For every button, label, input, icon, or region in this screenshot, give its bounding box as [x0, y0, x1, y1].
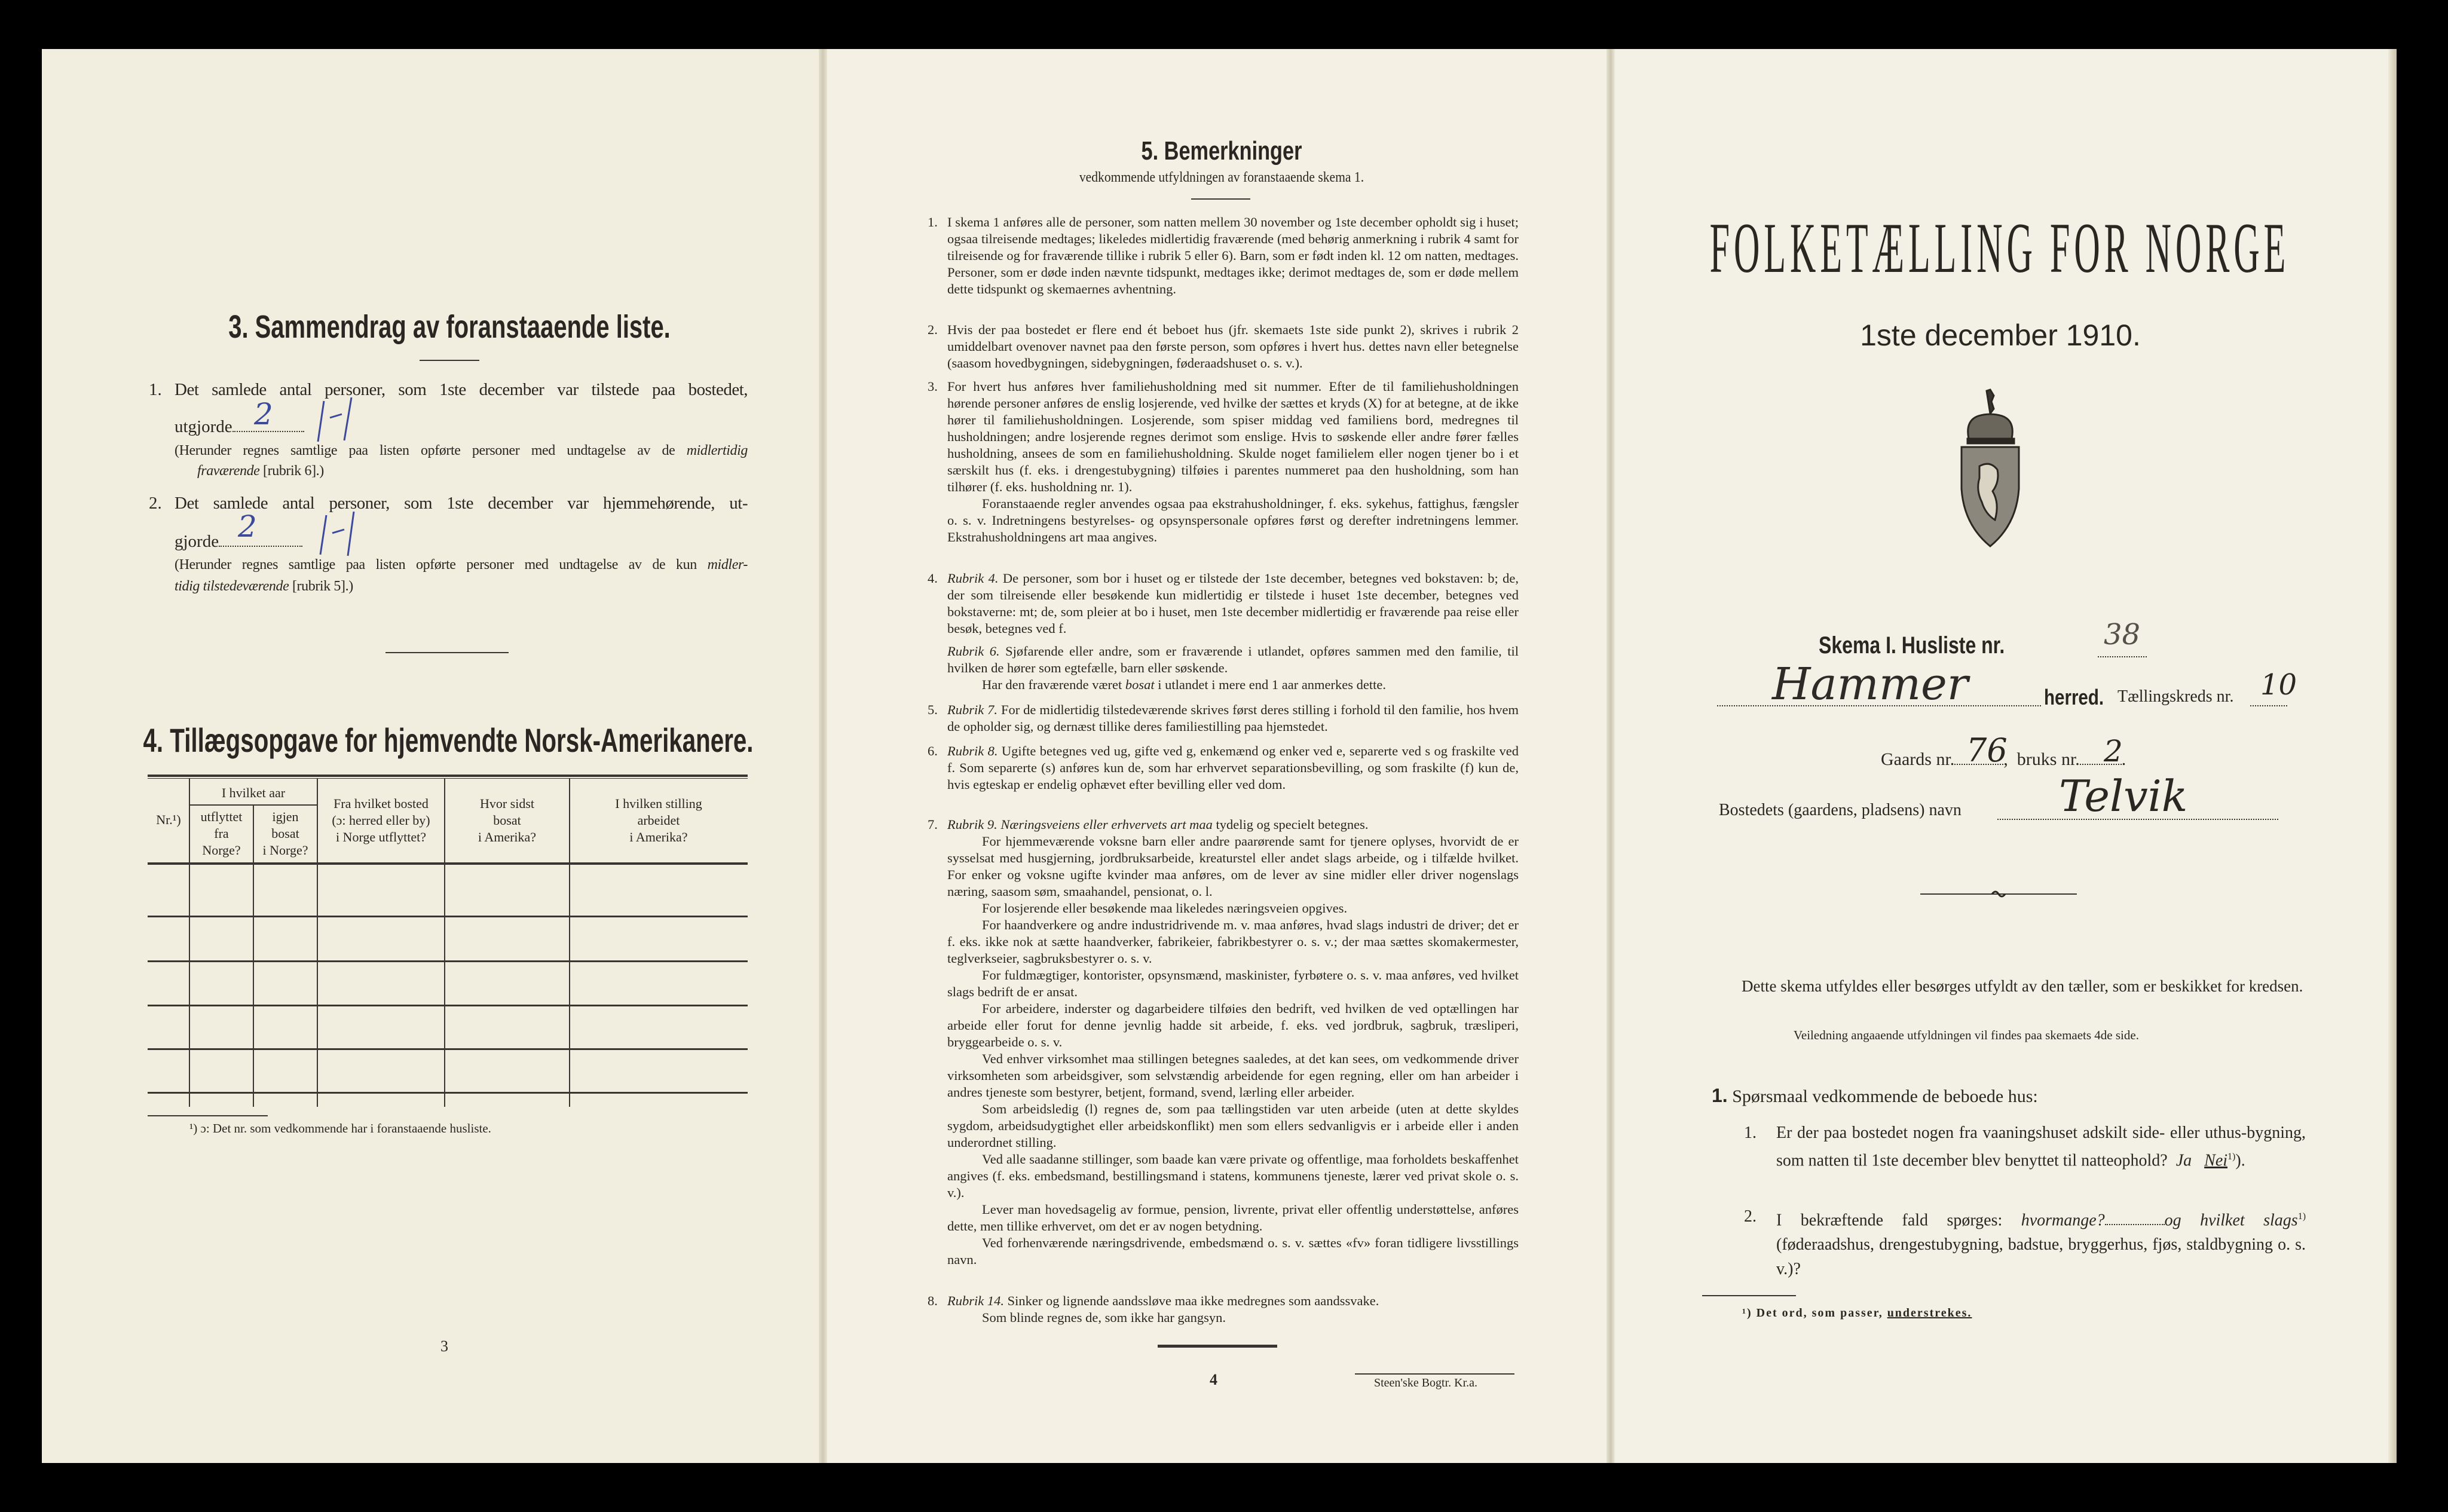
remark-3: 3. For hvert hus anføres hver familiehusholdning med sit nummer. Efter de til familiehusholdningen hørende personer anføres de enslig losjerende, ved hvilke der sættes et kryds (X) for at betegne, at de ikke hører til familiehusholdningen. Losjerende, som spiser middag ved familiens bord, medregnes til husholdningen; andre losjerende regnes derimot som enslige. Hvis to søskende eller andre fører fælles husholdning, ansees de som en familiehusholdning. Skulde noget familielem eller nogen tjener bo i et særskilt hus (f. eks. i drengestubygning) tilføies i parentes nummeret paa den husholdning, som han tilhører (f. eks. husholdning nr. 1). Foranstaaende regler anvendes ogsaa paa ekstrahusholdninger, f. eks. sykehus, fattighus, fængsler o. s. v. Indretningens bestyrelses- og opsynspersonale opføres først og derefter indretningens lemmer. Ekstrahusholdningens art maa angives. — [928, 379, 1519, 544]
summary-item-1: 1. Det samlede antal personer, som 1ste december var tilstede paa bostedet, — [149, 380, 748, 399]
summary-item-2: 2. Det samlede antal personer, som 1ste december var hjemmehørende, ut- — [149, 494, 748, 513]
section4-title: 4. Tillægsopgave for hjemvendte Norsk-Amerikanere. — [143, 721, 754, 759]
footnote-divider — [148, 1115, 268, 1116]
bosted-value: Telvik — [2059, 771, 2188, 821]
divider — [385, 652, 509, 653]
table-row — [148, 1048, 748, 1050]
kreds-label: Tællingskreds nr. — [2117, 687, 2234, 706]
census-title: FOLKETÆLLING FOR NORGE — [1709, 208, 2290, 287]
remark-8: 8. Rubrik 14. Sinker og lignende aandssløve maa ikke medregnes som aandssvake. Som blinde regnes de, som ikke har gangsyn. — [928, 1293, 1379, 1325]
question-heading: 1. Spørsmaal vedkommende de beboede hus: — [1712, 1085, 2038, 1106]
col-header-stilling: I hvilken stilling arbeidet i Amerika? — [615, 796, 702, 844]
guidance-note: Veiledning angaaende utfyldningen vil findes paa skemaets 4de side. — [1794, 1028, 2139, 1042]
bruks-value: 2 — [2104, 734, 2123, 769]
kreds-value: 10 — [2260, 668, 2297, 702]
table-row — [148, 960, 748, 962]
page-fold-left — [819, 49, 827, 1463]
divider — [1158, 1345, 1277, 1348]
remark-6: 6. Rubrik 8. Ugifte betegnes ved ug, gifte ved g, enkemænd og enker ved e, separerte ved s og fraskilte ved f. Som separerte (s) anføres kun de, som har erhvervet separationsbevilling, og som fraskilte (f) kun de, hvis egteskap er endelig ophævet efter bevilling eller ved dom. — [928, 743, 1519, 792]
present-count-value: 2 — [254, 397, 273, 431]
remark-5: 5. Rubrik 7. For de midlertidig tilstedeværende skrives først deres stilling i forhold til den familie, hos hvem de opholder sig, og dernæst tillike deres familiestilling paa hjemstedet. — [928, 702, 1519, 734]
tally-mark — [318, 512, 378, 559]
gaards-value: 76 — [1966, 731, 2008, 769]
ornament-divider-icon — [1920, 889, 2077, 901]
table-row — [148, 916, 748, 917]
husliste-line: Skema I. Husliste nr. — [1819, 632, 2005, 659]
table-footnote: ¹) ɔ: Det nr. som vedkommende har i foranstaaende husliste. — [189, 1121, 491, 1135]
census-date: 1ste december 1910. — [1860, 319, 2141, 352]
col-header-sidst-bosat: Hvor sidst bosat i Amerika? — [478, 796, 537, 844]
intro-text: Dette skema utfyldes eller besørges utfyldt av den tæller, som er beskikket for kredsen. — [1742, 977, 2303, 995]
resident-count-value: 2 — [238, 509, 257, 544]
printer-imprint: Steen'ske Bogtr. Kr.a. — [1374, 1376, 1478, 1389]
resident-count-field: gjorde — [175, 531, 302, 552]
summary-note-1: (Herunder regnes samtlige paa listen opførte personer med undtagelse av de midlertidig fraværende [rubrik 6].) — [175, 443, 748, 479]
section5-title: 5. Bemerkninger — [1141, 136, 1302, 166]
page-edge-right — [2388, 49, 2397, 1463]
herred-value: Hammer — [1772, 659, 1969, 710]
answer-nei-underlined: Nei — [2204, 1151, 2228, 1170]
present-count-field: utgjorde — [175, 417, 304, 437]
divider — [1355, 1373, 1514, 1375]
remark-2: 2. Hvis der paa bostedet er flere end ét beboet hus (jfr. skemaets 1ste side punkt 2), skrives i rubrik 2 umiddelbart ovenover navnet paa den første person, som opføres i hvert hus. dettes navn eller betegnelse (saasom hovedbygningen, sidebygningen, føderaadshuset o. s. v.). — [928, 322, 1519, 371]
col-header-utflyttet: utflyttet fra Norge? — [200, 809, 243, 858]
divider — [1191, 198, 1250, 200]
page-number: 3 — [440, 1337, 448, 1355]
remark-4: 4. Rubrik 4. De personer, som bor i huset og er tilstede der 1ste december, betegnes ved bokstaven: b; de, der som tilreisende eller besøkende kun midlertidig er tilstede i huset 1ste december, betegnes ved bokstaverne: mt; de, som pleier at bo i huset, men 1ste december midlertidig er fraværende paa reise eller besøk, betegnes ved f. Rubrik 6. Sjøfarende eller andre, som er fraværende i utlandet, opføres sammen med den familie, til hvilken de hører som egtefælle, barn eller søskende. Har den fraværende været bosat i utlandet i mere end 1 aar anmerkes dette. — [928, 571, 1519, 692]
section5-subtitle: vedkommende utfyldningen av foranstaaende skema 1. — [1079, 170, 1364, 185]
footnote: ¹) Det ord, som passer, understrekes. — [1742, 1306, 1972, 1320]
col-header-bosted: Fra hvilket bosted (ɔ: herred eller by) i Norge utflyttet? — [332, 796, 430, 844]
gaards-line: Gaards nr. , bruks nr. . — [1881, 749, 2126, 769]
hvormange-field — [2105, 1213, 2165, 1225]
col-group-header-year: I hvilket aar — [221, 785, 286, 800]
divider — [420, 360, 479, 361]
tally-mark — [316, 397, 375, 445]
summary-note-2: (Herunder regnes samtlige paa listen opførte personer med undtagelse av de kun midler- tidig tilstedeværende [rubrik 5].) — [175, 557, 748, 594]
bosted-label: Bostedets (gaardens, pladsens) navn — [1719, 801, 1962, 819]
footnote-divider — [1702, 1295, 1796, 1296]
table-row — [148, 1092, 748, 1094]
remark-1: 1. I skema 1 anføres alle de personer, som natten mellem 30 november og 1ste december opholdt sig i huset; ogsaa tilreisende medtages; likeledes midlertidig fraværende (med behørig anmerkning i rubrik 4 samt for tilreisende og for fraværende tillike i rubrik 5 eller 6). Barn, som er født inden kl. 12 om natten, medtages. Personer, som er døde inden nævnte tidspunkt, medtages ikke; derimot medtages de, som er døde mellem dette tidspunkt og skemaernes avhentning. — [928, 215, 1519, 296]
answer-ja: Ja — [2175, 1151, 2192, 1170]
col-header-igjen-bosat: igjen bosat i Norge? — [262, 809, 308, 858]
table-row — [148, 1005, 748, 1006]
remark-7: 7. Rubrik 9. Næringsveiens eller erhvervets art maa tydelig og specielt betegnes. For hjemmeværende voksne barn eller andre paarørende samt for tjenere oplyses, hvorvidt de er sysselsat med husgjerning, jordbruksarbeide, kreaturstel eller andet slags arbeide, og i tilfælde hvilket. For enker og voksne ugifte kvinder maa anføres, om de lever av sine midler eller driver nogenslags næring, saasom søm, smaahandel, pensionat, o. l. For losjerende eller besøkende maa likeledes næringsveien opgives. For haandverkere og andre industridrivende m. v. maa anføres, hvad slags industri de driver; det er f. eks. ikke nok at sætte haandverker, fabrikeier, fabrikbestyrer o. s. v.; der maa sættes skomakermester, teglverkseier, sagbruksbestyrer o. s. v. For fuldmægtiger, kontorister, opsynsmænd, maskinister, fyrbøtere o. s. v. maa anføres, ved hvilket slags bedrift de er ansat. For arbeidere, inderster og dagarbeidere tilføies den bedrift, ved hvilken de ved optællingen har arbeide eller forut for denne jevnlig hadde sit arbeide, f. eks. ved jordbruk, sagbruk, træsliperi, bryggearbeide o. s. v. Ved enhver virksomhet maa stillingen betegnes saaledes, at det kan sees, om vedkommende driver virksomheten som arbeidsgiver, som selvstændig arbeidende for egen regning, eller om han arbeider i andres tjeneste som bestyrer, betjent, formand, svend, lærling eller arbeider. Som arbeidsledig (l) regnes de, som paa tællingstiden var uten arbeide (uten at dette skyldes sygdom, arbeidsudygtighet eller arbeidskonflikt) men som ellers sedvanligvis er i arbeide eller i anden underordnet stilling. Ved alle saadanne stillinger, som baade kan være private og offentlige, maa forholdets beskaffenhet angives (f. eks. embedsmand, bestillingsmand i statens, kommunens tjeneste, lærer ved privat skole o. s. v.). Lever man hovedsagelig av formue, pension, livrente, privat eller offentlig understøttelse, anføres dette, men tillike erhvervet, om det er av nogen betydning. Ved forhenværende næringsdrivende, embedsmænd o. s. v. sættes «fv» foran tidligere livsstillings navn. — [928, 817, 1519, 1267]
section3-title: 3. Sammendrag av foranstaaende liste. — [228, 309, 671, 345]
husliste-value: 38 — [2104, 618, 2141, 651]
question-2: 2. I bekræftende fald spørges: hvormange? og hvilket slags$^{1)}$ (føderaadshus, drengestubygning, badstue, bryggerhus, fjøs, staldbygning o. s. v.)? — [1744, 1207, 2306, 1279]
page-fold-right — [1606, 49, 1615, 1463]
col-header-nr: Nr.¹) — [156, 812, 181, 827]
question-1: 1. Er der paa bostedet nogen fra vaaningshuset adskilt side- eller uthus-bygning, som natten til 1ste december blev benyttet til natteophold? Ja Nei$^{1)}$). — [1744, 1124, 2306, 1170]
herred-label: herred. — [2044, 685, 2104, 709]
page-number: 4 — [1210, 1371, 1217, 1388]
coat-of-arms-icon — [1956, 388, 2025, 549]
